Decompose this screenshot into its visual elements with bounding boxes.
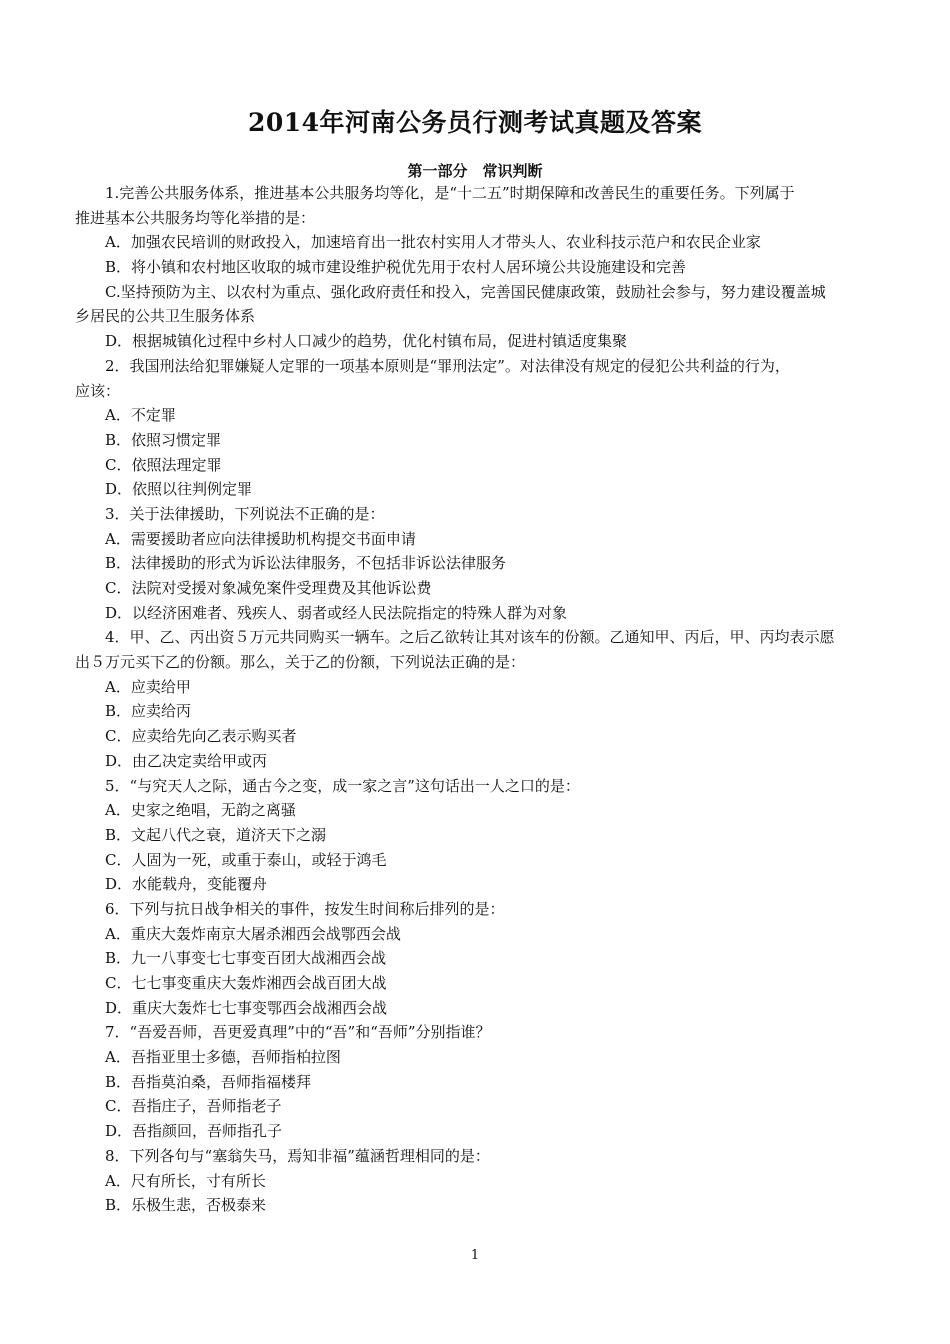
answer-option: C．七七事变重庆大轰炸湘西会战百团大战 [105,974,387,992]
answer-option: B．应卖给丙 [105,702,192,721]
answer-option: A．应卖给甲 [105,677,191,696]
answer-option: B．法律援助的形式为诉讼法律服务，不包括非诉讼法律服务 [105,554,507,573]
question-text: 8．下列各句与“塞翁失马，焉知非福”蕴涵哲理相同的是： [105,1146,490,1165]
answer-option: A．史家之绝唱，无韵之离骚 [105,801,296,820]
answer-option: B．文起八代之衰，道济天下之溺 [105,825,327,844]
answer-option: D．水能载舟，变能覆舟 [105,875,268,894]
answer-option: A．加强农民培训的财政投入，加速培育出一批农村实用人才带头人、农业科技示范户和农民企业家 [105,233,761,252]
document-body [75,181,883,1218]
answer-option: B．将小镇和农村地区收取的城市建设维护税优先用于农村人居环境公共设施建设和完善 [105,258,687,277]
answer-option: D．依照以往判例定罪 [105,480,253,499]
answer-option: C．吾指庄子，吾师指老子 [105,1097,282,1116]
section-heading: 第一部分 常识判断 [407,162,543,180]
question-text: 5．“与究天人之际，通古今之变，成一家之言”这句话出一人之口的是： [105,776,580,795]
answer-option: B．乐极生悲，否极泰来 [105,1196,267,1215]
answer-option: A．吾指亚里士多德，吾师指柏拉图 [105,1048,341,1067]
question-text: 6．下列与抗日战争相关的事件，按发生时间称后排列的是： [105,899,505,918]
answer-option: D．以经济困难者、残疾人、弱者或经人民法院指定的特殊人群为对象 [105,603,568,622]
question-text-continued: 推进基本公共服务均等化举措的是： [75,208,316,227]
answer-option: D．由乙决定卖给甲或丙 [105,751,268,770]
answer-option: C.坚持预防为主、以农村为重点、强化政府责任和投入，完善国民健康政策，鼓励社会参与，努力建设覆盖城 [105,282,826,301]
question-text: 3．关于法律援助，下列说法不正确的是： [105,504,385,523]
answer-option: A．不定罪 [105,406,176,425]
answer-option: A．需要援助者应向法律援助机构提交书面申请 [105,529,416,548]
answer-option: D．吾指颜回，吾师指孔子 [105,1122,283,1141]
answer-option: C．依照法理定罪 [105,455,222,474]
answer-option: D．根据城镇化过程中乡村人口减少的趋势，优化村镇布局，促进村镇适度集聚 [105,332,628,351]
answer-option: B．吾指莫泊桑，吾师指福楼拜 [105,1072,312,1091]
document-title: 2014年河南公务员行测考试真题及答案 [247,108,703,137]
answer-option: C．应卖给先向乙表示购买者 [105,727,297,746]
question-text-continued: 乡居民的公共卫生服务体系 [75,307,256,326]
answer-option: B．九一八事变七七事变百团大战湘西会战 [105,949,387,968]
answer-option: A．尺有所长，寸有所长 [105,1171,266,1190]
answer-option: C．法院对受援对象减免案件受理费及其他诉讼费 [105,579,432,597]
answer-option: D．重庆大轰炸七七事变鄂西会战湘西会战 [105,998,388,1017]
page-number: 1 [470,1248,480,1263]
question-text: 2．我国刑法给犯罪嫌疑人定罪的一项基本原则是“罪刑法定”。对法律没有规定的侵犯公共利益的行为， [105,356,790,375]
answer-option: A．重庆大轰炸南京大屠杀湘西会战鄂西会战 [105,924,401,943]
question-text-continued: 出５万元买下乙的份额。那么，关于乙的份额，下列说法正确的是： [75,653,526,672]
question-text-continued: 应该： [75,381,121,400]
question-text: 4．甲、乙、丙出资５万元共同购买一辆车。之后乙欲转让其对该车的份额。乙通知甲、丙后，甲、丙均表示愿 [105,628,835,647]
question-text: 7．“吾爱吾师，吾更爱真理”中的“吾”和“吾师”分别指谁？ [105,1023,491,1042]
question-text: 1.完善公共服务体系，推进基本公共服务均等化，是“十二五”时期保障和改善民生的重要任务。下列属于 [105,184,795,202]
answer-option: B．依照习惯定罪 [105,430,222,449]
answer-option: C．人固为一死，或重于泰山，或轻于鸿毛 [105,850,387,869]
